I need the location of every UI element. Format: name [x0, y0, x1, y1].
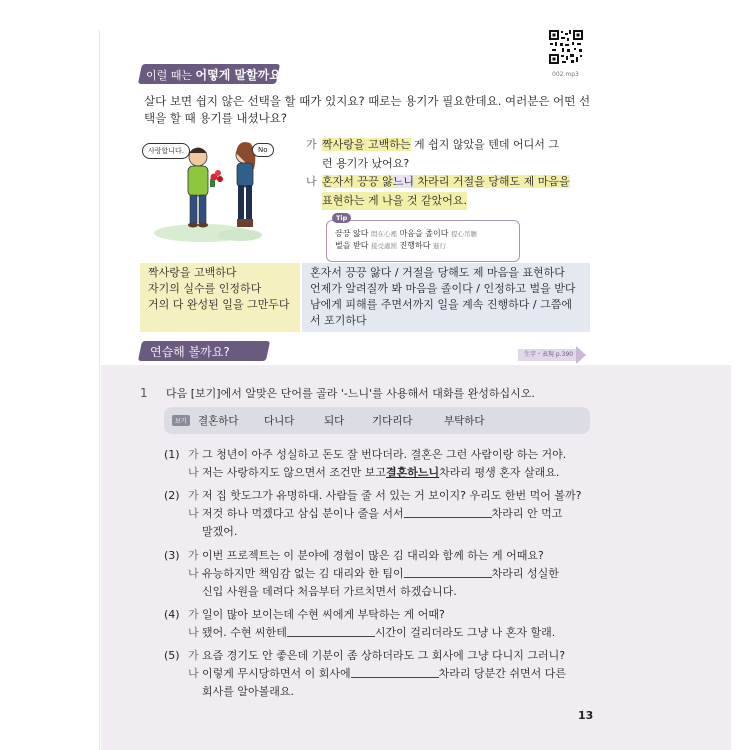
speaker-na: 나	[188, 466, 199, 479]
example-word: 부탁하다	[444, 415, 485, 427]
vocab-choices	[302, 263, 590, 332]
exercise-item-1	[164, 446, 566, 482]
item-question: 요즘 경기도 안 좋은데 기분이 좀 상하더라도 그 회사에 그냥 다니지 그러니?	[202, 649, 566, 662]
intro-text: 살다 보면 쉽지 않은 선택을 할 때가 있지요? 때로는 용기가 필요한데요. 여러분은 어떤 선택을 할 때 용기를 내셨나요?	[144, 94, 591, 125]
answer-blank[interactable]	[404, 505, 492, 518]
exercise-item-4	[164, 606, 555, 642]
highlight-confess: 짝사랑을 고백하는	[322, 138, 411, 151]
vocab-reference[interactable]: 生字・表現 p.390	[518, 349, 576, 361]
section-title-small: 이럴 때는	[146, 69, 193, 82]
item-answer-pre: 유능하지만 책임감 없는 김 대리와 한 팀이	[202, 567, 404, 580]
item-answer-post: 차라리 평생 혼자 살래요.	[439, 466, 560, 479]
vocab-situation: 거의 다 완성된 일을 그만두다	[148, 298, 290, 311]
speaker-na: 나	[306, 175, 317, 188]
audio-file-label: 002.mp3	[552, 71, 579, 78]
dialogue-ga-rest1: 게 쉽지 않았을 텐데 어디서 그	[410, 138, 560, 151]
vocab-situations	[140, 263, 300, 332]
speaker-ga: 가	[188, 448, 199, 461]
speaker-na: 나	[188, 507, 199, 520]
example-word: 다니다	[264, 415, 295, 427]
item-question: 일이 많아 보이는데 수현 씨에게 부탁하는 게 어때?	[202, 608, 445, 621]
tip-word: 마음을 졸이다	[399, 229, 449, 238]
example-word: 결혼하다	[198, 415, 239, 427]
item-number: (3)	[164, 549, 180, 562]
item-answer-post: 시간이 걸리더라도 그냥 나 혼자 할래.	[374, 626, 556, 639]
item-answer-pre: 됐어. 수현 씨한테	[202, 626, 287, 639]
question-text: 다음 [보기]에서 알맞은 단어를 골라 '-느니'를 사용해서 대화를 완성하십시오.	[166, 387, 535, 400]
tip-translation: 接受處罰	[371, 242, 398, 250]
speaker-na: 나	[188, 567, 199, 580]
item-answer-post: 차라리 안 먹고	[491, 507, 563, 520]
vocab-situation: 짝사랑을 고백하다	[148, 266, 237, 279]
tip-translation: 提心吊膽	[451, 230, 478, 238]
tip-box	[326, 220, 520, 262]
item-number: (5)	[164, 649, 180, 662]
item-answer-line2: 말겠어.	[202, 525, 238, 538]
item-answer-line2: 회사를 알아볼래요.	[202, 685, 295, 698]
tip-word: 진행하다	[399, 241, 431, 250]
tip-translation: 進行	[433, 242, 447, 250]
item-number: (1)	[164, 448, 180, 461]
page-number: 13	[578, 709, 594, 722]
item-answer-example: 결혼하느니	[386, 466, 440, 479]
highlight-reject: 차라리 거절을 당해도 제 마음을	[414, 175, 570, 188]
answer-blank[interactable]	[351, 665, 439, 678]
example-dialogue	[306, 136, 596, 210]
item-answer-pre: 저는 사랑하지도 않으면서 조건만 보고	[202, 466, 387, 479]
dialogue-na-line2: 표현하는 게 나을 것 같았어요.	[322, 192, 467, 211]
item-answer-pre: 이렇게 무시당하면서 이 회사에	[202, 667, 351, 680]
item-number: (4)	[164, 608, 180, 621]
dialogue-na-line1	[322, 173, 570, 192]
answer-blank[interactable]	[404, 565, 492, 578]
question-number: 1	[140, 386, 148, 400]
qr-code-icon[interactable]	[548, 29, 584, 65]
example-word: 되다	[324, 415, 345, 427]
item-answer-line2: 신입 사원을 데려다 처음부터 가르치면서 하겠습니다.	[202, 585, 457, 598]
practice-title: 연습해 볼까요?	[150, 345, 230, 359]
item-question: 이번 프로젝트는 이 분야에 경험이 많은 김 대리와 함께 하는 게 어때요?	[202, 549, 544, 562]
vocab-choice: 혼자서 끙끙 앓다 / 거절을 당해도 제 마음을 표현하다	[310, 266, 565, 279]
tip-label: Tip	[332, 213, 351, 223]
speaker-ga: 가	[306, 138, 317, 151]
exercise-item-3	[164, 547, 559, 601]
highlight-neuni: 느니	[392, 175, 415, 188]
item-question: 저 집 핫도그가 유명하대. 사람들 줄 서 있는 거 보이지? 우리도 한번 먹어 볼까?	[202, 489, 582, 502]
section-title	[146, 66, 288, 83]
item-answer-post: 차라리 당분간 쉬면서 다른	[438, 667, 567, 680]
speaker-ga: 가	[188, 649, 199, 662]
vocab-choice: 언제가 알려질까 봐 마음을 졸이다 / 인정하고 벌을 받다	[310, 282, 576, 295]
example-label: 보기	[172, 415, 190, 426]
tip-line2	[335, 240, 511, 252]
vocab-situation: 자기의 실수를 인정하다	[148, 282, 262, 295]
exercise-item-2	[164, 487, 581, 541]
tip-translation: 悶在心裡	[371, 230, 398, 238]
item-answer-post: 차라리 성실한	[491, 567, 559, 580]
speaker-na: 나	[188, 626, 199, 639]
speaker-ga: 가	[188, 549, 199, 562]
speaker-na: 나	[188, 667, 199, 680]
example-word: 기다리다	[372, 415, 413, 427]
example-words	[198, 413, 504, 428]
speech-bubble-man: 사랑합니다.	[142, 143, 190, 159]
tip-line1	[335, 228, 511, 240]
tip-word: 벌을 받다	[335, 241, 369, 250]
answer-blank[interactable]	[287, 624, 375, 637]
speaker-ga: 가	[188, 489, 199, 502]
section-title-big: 어떻게 말할까요?	[195, 68, 288, 82]
dialogue-ga-line1	[322, 136, 559, 155]
speaker-ga: 가	[188, 608, 199, 621]
highlight-suffer: 혼자서 끙끙 앓	[322, 175, 393, 188]
speech-bubble-woman: No	[252, 143, 274, 157]
vocab-choice: 서 포기하다	[310, 314, 367, 327]
reference-arrow-icon	[576, 346, 586, 364]
dialogue-ga-line2: 런 용기가 났어요?	[322, 156, 410, 170]
item-number: (2)	[164, 489, 180, 502]
item-question: 그 청년이 아주 성실하고 돈도 잘 번다더라. 결혼은 그런 사람이랑 하는 거야.	[202, 448, 567, 461]
illustration-confession	[140, 135, 300, 247]
item-answer-pre: 저것 하나 먹겠다고 삼십 분이나 줄을 서서	[202, 507, 404, 520]
vocab-choice: 남에게 피해를 주면서까지 일을 계속 진행하다 / 그쯤에	[310, 298, 572, 311]
tip-word: 끙끙 앓다	[335, 229, 369, 238]
exercise-item-5	[164, 647, 566, 701]
